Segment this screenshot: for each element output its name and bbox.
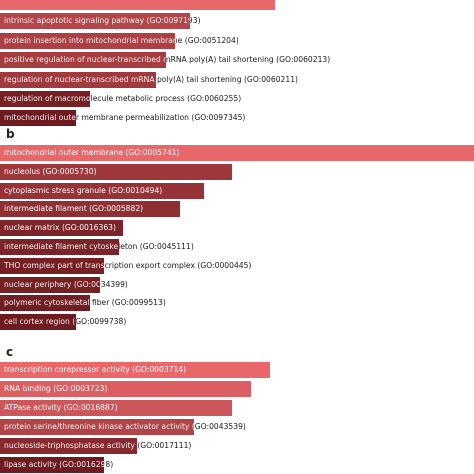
bar-label: regulation of nuclear-transcribed mRNA poly(A) tail shortening (GO:0060211) [4, 72, 298, 88]
bar [0, 145, 474, 161]
bar-label: positive regulation of nuclear-transcribed mRNA poly(A) tail shortening (GO:0060213) [4, 52, 330, 68]
bar [0, 314, 127, 330]
bar [0, 362, 270, 378]
bar [0, 239, 194, 255]
bar [0, 295, 166, 311]
bar-label: ATPase activity (GO:0016887) [4, 403, 118, 412]
bar [0, 164, 232, 180]
bar [0, 258, 252, 274]
bar-label: intermediate filament (GO:0005882) [4, 204, 144, 214]
bar-label: protein insertion into mitochondrial membrane (GO:0051204) [4, 33, 239, 49]
panel-label: b [6, 127, 15, 141]
bar [0, 13, 201, 29]
bar [0, 381, 251, 397]
bar [0, 220, 123, 236]
bar-label: intrinsic apoptotic signaling pathway (GO:0097193) [4, 13, 201, 29]
bar-label: lipase activity (GO:0016298) [4, 457, 113, 473]
bar-label: mitochondrial outer membrane (GO:0005741) [4, 148, 180, 157]
bar [0, 52, 331, 68]
bar [0, 0, 275, 10]
bar-label: transcription corepressor activity (GO:0003714) [4, 365, 187, 374]
bar-label: nuclear periphery (GO:0034399) [4, 277, 128, 293]
bar-label: nucleolus (GO:0005730) [4, 166, 97, 176]
bar-label: cytoplasmic stress granule (GO:0010494) [4, 185, 163, 195]
bar-label: THO complex part of transcription export complex (GO:0000445) [4, 258, 251, 274]
bar-label: protein serine/threonine kinase activator activity (GO:0043539) [4, 419, 246, 435]
bar [0, 277, 128, 293]
bar [0, 91, 242, 107]
bar [0, 110, 246, 126]
bar-label: polymeric cytoskeletal fiber (GO:0099513) [4, 295, 166, 311]
bar-label: nucleoside-triphosphatase activity (GO:0017111) [4, 438, 191, 454]
bar-label: cell cortex region (GO:0099738) [4, 314, 126, 330]
bar-label: regulation of macromolecule metabolic process (GO:0060255) [4, 91, 241, 107]
bar [0, 201, 180, 217]
bar-label: RNA binding (GO:0003723) [4, 384, 108, 393]
panel-label: c [6, 345, 14, 359]
bar [0, 457, 114, 473]
bar [0, 33, 239, 49]
bar [0, 400, 232, 416]
bar-label: mitochondrial outer membrane permeabilization (GO:0097345) [4, 110, 245, 126]
bar-label: nuclear matrix (GO:0016363) [4, 223, 116, 233]
bar [0, 183, 204, 199]
bar [0, 72, 299, 88]
bar-label: intermediate filament cytoskeleton (GO:0045111) [4, 239, 194, 255]
bar [0, 419, 246, 435]
bar [0, 438, 192, 454]
